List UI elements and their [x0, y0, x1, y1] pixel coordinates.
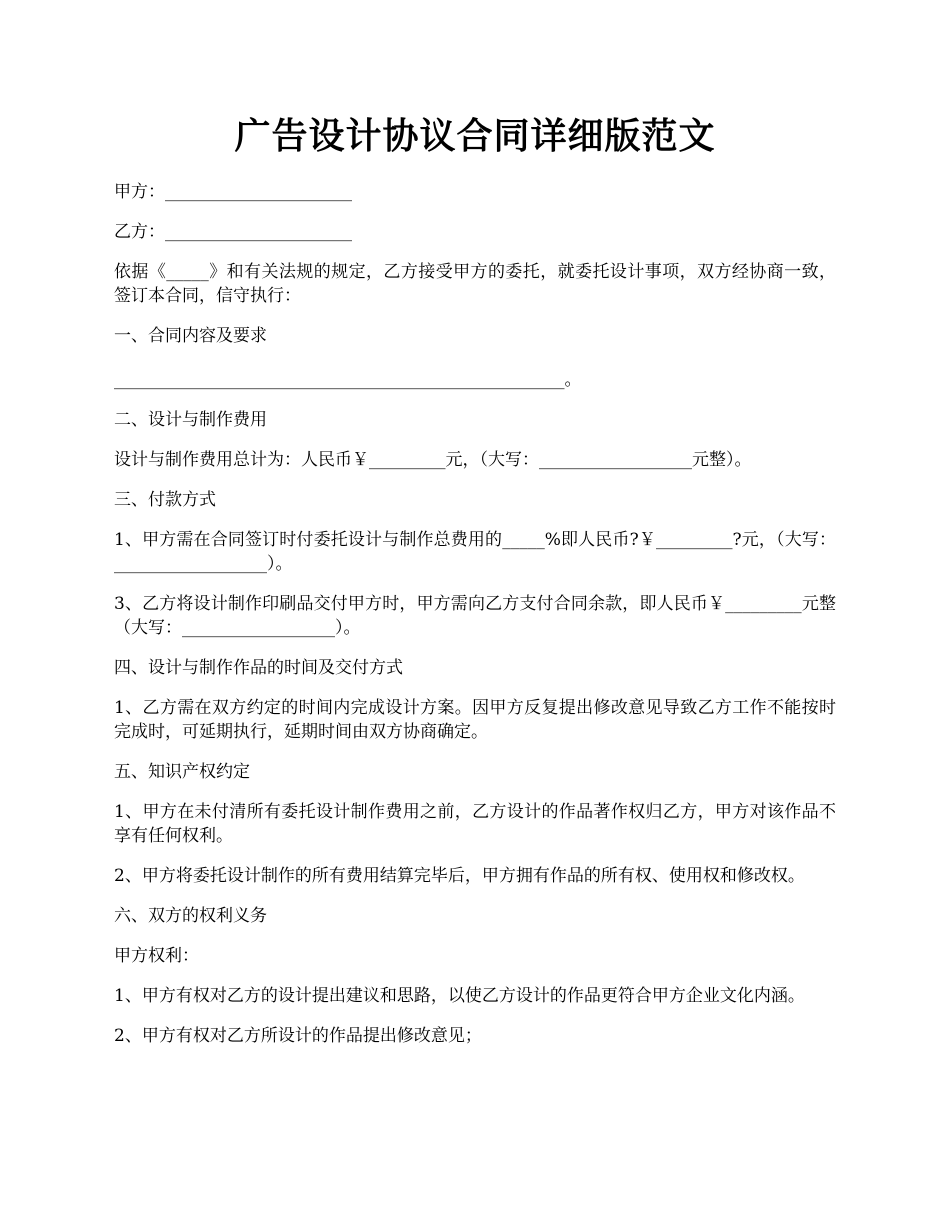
section-heading-1: 一、合同内容及要求	[114, 326, 267, 346]
section-heading-6: 六、双方的权利义务	[114, 906, 267, 926]
document-title: 广告设计协议合同详细版范文	[234, 115, 716, 157]
contract-content-blank: _____________________________________________________。	[114, 370, 582, 390]
payment-clause-1: 1、甲方需在合同签订时付委托设计与制作总费用的_____%即人民币?￥_________?元，（大写：__________________）。	[114, 530, 836, 574]
document-body	[114, 180, 836, 1064]
party-b-line: 乙方：______________________	[114, 222, 352, 242]
ip-clause-2: 2、甲方将委托设计制作的所有费用结算完毕后，甲方拥有作品的所有权、使用权和修改权。	[114, 866, 805, 886]
party-a-line: 甲方：______________________	[114, 182, 352, 202]
preamble-paragraph: 依据《_____》和有关法规的规定，乙方接受甲方的委托，就委托设计事项，双方经协商一致，签订本合同，信守执行：	[114, 262, 836, 306]
party-a-right-2: 2、甲方有权对乙方所设计的作品提出修改意见；	[114, 1026, 482, 1046]
party-a-rights-heading: 甲方权利：	[114, 946, 199, 966]
ip-clause-1: 1、甲方在未付清所有委托设计制作费用之前，乙方设计的作品著作权归乙方，甲方对该作品不享有任何权利。	[114, 802, 836, 846]
section-heading-5: 五、知识产权约定	[114, 762, 250, 782]
delivery-clause-1: 1、乙方需在双方约定的时间内完成设计方案。因甲方反复提出修改意见导致乙方工作不能按时完成时，可延期执行，延期时间由双方协商确定。	[114, 698, 836, 742]
section-heading-2: 二、设计与制作费用	[114, 410, 267, 430]
fee-paragraph: 设计与制作费用总计为：人民币￥_________元，（大写：__________________元整）。	[114, 450, 752, 470]
section-heading-4: 四、设计与制作作品的时间及交付方式	[114, 658, 403, 678]
payment-clause-3: 3、乙方将设计制作印刷品交付甲方时，甲方需向乙方支付合同余款，即人民币￥_________元整（大写：__________________）。	[114, 594, 836, 638]
party-a-right-1: 1、甲方有权对乙方的设计提出建议和思路，以使乙方设计的作品更符合甲方企业文化内涵。	[114, 986, 805, 1006]
section-heading-3: 三、付款方式	[114, 490, 216, 510]
